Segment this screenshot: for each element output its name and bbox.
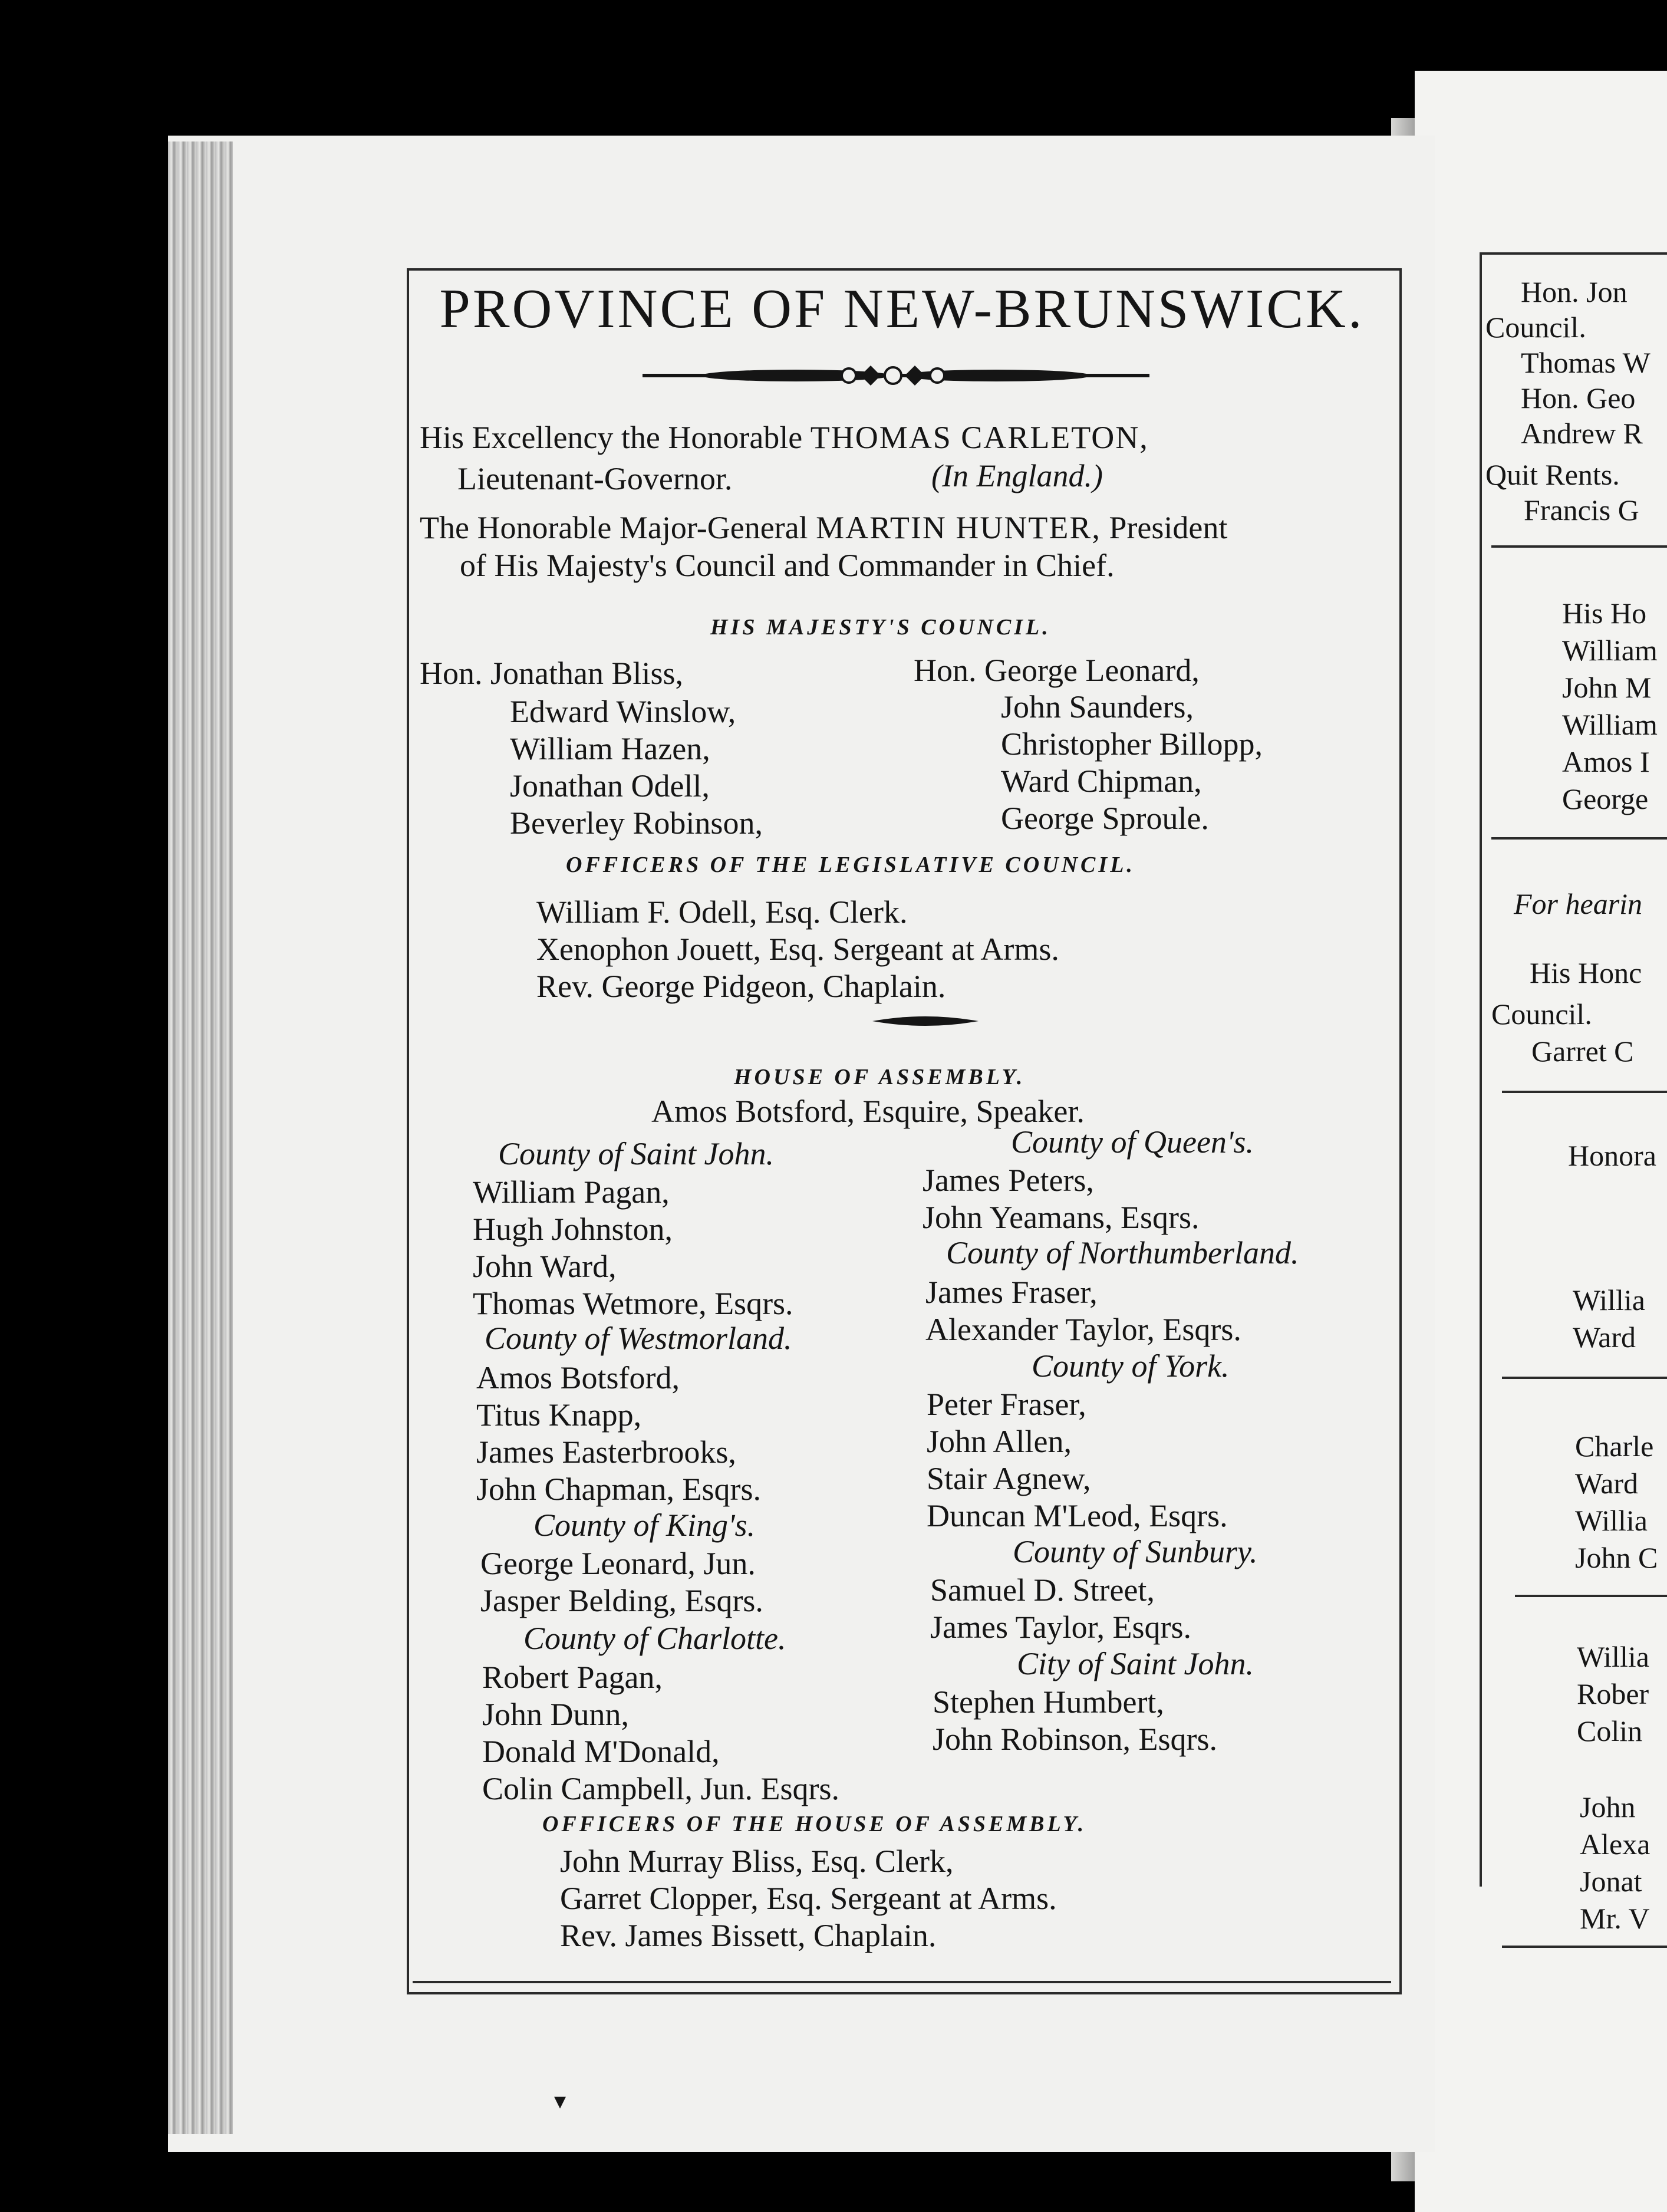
president-suffix: President bbox=[1101, 510, 1228, 545]
facing-line: John M bbox=[1562, 671, 1652, 704]
frame-rule bbox=[413, 1981, 1391, 1983]
facing-line: Willia bbox=[1573, 1283, 1645, 1316]
governor-line bbox=[420, 422, 1149, 453]
council-member: Ward Chipman, bbox=[1001, 763, 1202, 799]
facing-rule bbox=[1502, 1377, 1667, 1379]
county-heading: County of York. bbox=[1032, 1348, 1230, 1384]
facing-rule bbox=[1491, 837, 1667, 840]
officer: Garret Clopper, Esq. Sergeant at Arms. bbox=[560, 1881, 1057, 1916]
page-title: PROVINCE OF NEW-BRUNSWICK. bbox=[439, 278, 1365, 340]
facing-line: Charle bbox=[1575, 1430, 1654, 1463]
facing-line: Willia bbox=[1577, 1640, 1649, 1673]
facing-line: Francis G bbox=[1524, 493, 1639, 526]
facing-line: Council. bbox=[1485, 311, 1586, 344]
facing-line: Thomas W bbox=[1521, 346, 1650, 379]
facing-line: John C bbox=[1575, 1541, 1658, 1574]
facing-line: Mr. V bbox=[1580, 1902, 1650, 1935]
county-heading: County of Westmorland. bbox=[485, 1321, 792, 1356]
facing-line: Jonat bbox=[1580, 1865, 1642, 1898]
council-member: John Saunders, bbox=[1001, 689, 1194, 725]
facing-rule bbox=[1502, 1091, 1667, 1093]
council-member: George Sproule. bbox=[1001, 801, 1209, 836]
facing-line: Ward bbox=[1573, 1321, 1636, 1354]
ornament-rule bbox=[643, 361, 1149, 390]
county-heading: County of Sunbury. bbox=[1013, 1534, 1258, 1569]
member: John Yeamans, Esqrs. bbox=[923, 1200, 1200, 1235]
member: James Peters, bbox=[923, 1163, 1094, 1198]
county-heading: County of King's. bbox=[533, 1507, 756, 1543]
section-divider bbox=[872, 1014, 979, 1028]
member: James Taylor, Esqrs. bbox=[930, 1609, 1191, 1645]
facing-line: Alexa bbox=[1580, 1828, 1650, 1861]
officer: Rev. George Pidgeon, Chaplain. bbox=[536, 969, 946, 1004]
facing-line: Hon. Jon bbox=[1521, 275, 1628, 308]
officer: Xenophon Jouett, Esq. Sergeant at Arms. bbox=[536, 931, 1059, 967]
officer: William F. Odell, Esq. Clerk. bbox=[536, 894, 908, 930]
president-title: of His Majesty's Council and Commander in Chief. bbox=[460, 548, 1115, 583]
facing-line: Andrew R bbox=[1521, 417, 1643, 450]
governor-note: (In England.) bbox=[931, 458, 1103, 493]
facing-line: His Honc bbox=[1530, 956, 1642, 989]
governor-name: THOMAS CARLETON, bbox=[810, 420, 1149, 455]
facing-line: Rober bbox=[1577, 1677, 1649, 1710]
council-member: Hon. George Leonard, bbox=[914, 653, 1200, 688]
page-edge bbox=[168, 141, 233, 2134]
county-heading: City of Saint John. bbox=[1017, 1646, 1254, 1681]
member: John Robinson, Esqrs. bbox=[933, 1721, 1218, 1757]
member: William Pagan, bbox=[473, 1174, 670, 1210]
member: George Leonard, Jun. bbox=[480, 1546, 756, 1581]
member: Donald M'Donald, bbox=[482, 1734, 720, 1769]
county-heading: County of Queen's. bbox=[1011, 1124, 1254, 1160]
facing-line: William bbox=[1562, 708, 1658, 741]
facing-rule bbox=[1480, 252, 1667, 255]
member: Stair Agnew, bbox=[927, 1461, 1091, 1496]
council-member: Christopher Billopp, bbox=[1001, 726, 1263, 762]
assembly-heading: HOUSE OF ASSEMBLY. bbox=[734, 1065, 1026, 1089]
member: James Fraser, bbox=[925, 1275, 1098, 1310]
facing-line: Quit Rents. bbox=[1485, 458, 1620, 491]
governor-prefix: His Excellency the Honorable bbox=[420, 420, 811, 455]
member: Amos Botsford, bbox=[476, 1360, 680, 1395]
member: Robert Pagan, bbox=[482, 1660, 663, 1695]
member: Peter Fraser, bbox=[927, 1387, 1086, 1422]
council-member: Edward Winslow, bbox=[510, 694, 736, 729]
council-member: Hon. Jonathan Bliss, bbox=[420, 656, 684, 691]
member: Stephen Humbert, bbox=[933, 1684, 1164, 1720]
assembly-officers-heading: OFFICERS OF THE HOUSE OF ASSEMBLY. bbox=[542, 1812, 1087, 1836]
legislative-officers-heading: OFFICERS OF THE LEGISLATIVE COUNCIL. bbox=[566, 852, 1135, 877]
member: John Dunn, bbox=[482, 1697, 630, 1732]
member: John Chapman, Esqrs. bbox=[476, 1472, 761, 1507]
facing-line: William bbox=[1562, 634, 1658, 667]
facing-rule bbox=[1491, 545, 1667, 548]
council-member: Beverley Robinson, bbox=[510, 805, 763, 841]
member: John Ward, bbox=[473, 1249, 617, 1284]
facing-line: Council. bbox=[1491, 998, 1592, 1031]
facing-line: Garret C bbox=[1531, 1035, 1634, 1068]
member: James Easterbrooks, bbox=[476, 1434, 736, 1470]
member: Thomas Wetmore, Esqrs. bbox=[473, 1286, 793, 1321]
facing-line: For hearin bbox=[1514, 887, 1643, 920]
facing-line: Colin bbox=[1577, 1714, 1643, 1747]
county-heading: County of Charlotte. bbox=[523, 1621, 786, 1656]
facing-frame-left bbox=[1480, 254, 1482, 1887]
member: Jasper Belding, Esqrs. bbox=[480, 1583, 763, 1618]
facing-rule bbox=[1515, 1595, 1667, 1597]
member: Samuel D. Street, bbox=[930, 1572, 1155, 1608]
facing-line: Amos I bbox=[1562, 745, 1650, 778]
council-heading: HIS MAJESTY'S COUNCIL. bbox=[710, 615, 1051, 640]
president-name: MARTIN HUNTER, bbox=[816, 510, 1101, 545]
facing-line: Ward bbox=[1575, 1467, 1639, 1500]
facing-line: Willia bbox=[1575, 1504, 1648, 1537]
facing-line: Honora bbox=[1568, 1139, 1656, 1172]
member: Alexander Taylor, Esqrs. bbox=[925, 1312, 1241, 1347]
facing-line: John bbox=[1580, 1790, 1636, 1823]
facing-line: Hon. Geo bbox=[1521, 381, 1636, 414]
member: John Allen, bbox=[927, 1424, 1072, 1459]
member: Hugh Johnston, bbox=[473, 1212, 673, 1247]
facing-rule bbox=[1502, 1946, 1667, 1948]
county-heading: County of Northumberland. bbox=[946, 1235, 1299, 1270]
facing-line: George bbox=[1562, 782, 1649, 815]
speaker: Amos Botsford, Esquire, Speaker. bbox=[651, 1094, 1085, 1129]
county-heading: County of Saint John. bbox=[498, 1136, 774, 1171]
member: Colin Campbell, Jun. Esqrs. bbox=[482, 1771, 839, 1806]
officer: John Murray Bliss, Esq. Clerk, bbox=[560, 1844, 954, 1879]
member: Duncan M'Leod, Esqrs. bbox=[927, 1498, 1228, 1533]
president-prefix: The Honorable Major-General bbox=[420, 510, 816, 545]
stray-mark: ▾ bbox=[554, 2088, 566, 2114]
council-member: Jonathan Odell, bbox=[510, 768, 710, 804]
council-member: William Hazen, bbox=[510, 731, 710, 766]
officer: Rev. James Bissett, Chaplain. bbox=[560, 1918, 937, 1953]
president-line bbox=[420, 512, 1227, 544]
facing-line: His Ho bbox=[1562, 597, 1647, 630]
governor-title: Lieutenant-Governor. bbox=[457, 461, 733, 496]
member: Titus Knapp, bbox=[476, 1397, 642, 1433]
